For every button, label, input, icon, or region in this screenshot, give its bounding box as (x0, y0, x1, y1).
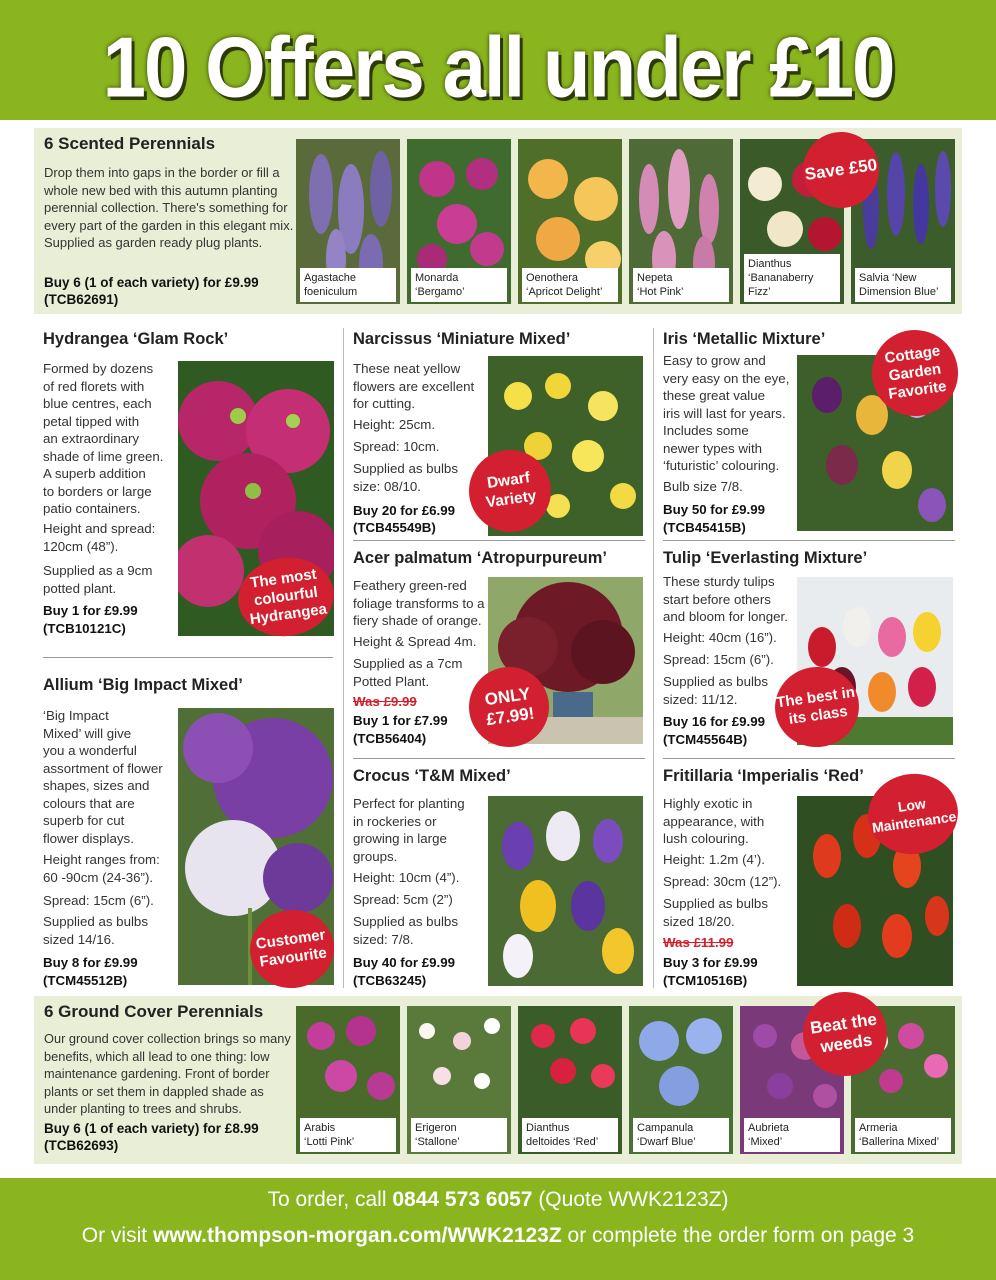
scented-price: Buy 6 (1 of each variety) for £9.99 (44, 275, 259, 290)
tile-label: Nepeta ‘Hot Pink’ (633, 268, 729, 302)
scented-perennials-band (34, 128, 962, 314)
divider (353, 758, 645, 759)
iris-description: Easy to grow and very easy on the eye, these great value iris will last for years. Includes some newer types with ‘futuristic’ colouring. (663, 353, 790, 473)
order-phone-line: To order, call 0844 573 6057 (Quote WWK2123Z) (267, 1188, 729, 1211)
crocus-spread: Spread: 5cm (2”) (353, 892, 453, 907)
ground-code: (TCB62693) (44, 1138, 119, 1153)
fritillaria-description: Highly exotic in appearance, with lush colouring. (663, 796, 765, 846)
fritillaria-code: (TCM10516B) (663, 973, 748, 988)
narcissus-description: These neat yellow flowers are excellent for cutting. (353, 361, 475, 411)
tile-label: Salvia ‘New Dimension Blue’ (855, 268, 951, 302)
crocus-photo (488, 796, 643, 986)
order-url-link[interactable]: www.thompson-morgan.com/WWK2123Z (152, 1224, 562, 1247)
tulip-description: These sturdy tulips start before others and bloom for longer. (663, 574, 788, 624)
acer-height: Height & Spread 4m. (353, 634, 477, 649)
crocus-supply: Supplied as bulbs sized: 7/8. (353, 914, 458, 947)
column-divider (653, 328, 654, 988)
tile-label: Erigeron ‘Stallone’ (411, 1118, 507, 1152)
allium-title: Allium ‘Big Impact Mixed’ (43, 676, 243, 694)
scented-description: Drop them into gaps in the border or fill a whole new bed with this autumn planting perennial collection. There's something for every part of the garden in this elegant mix. Supplied as garden ready plug plants. (44, 165, 294, 250)
tile-agastache (296, 139, 400, 304)
allium-spread: Spread: 15cm (6”). (43, 893, 154, 908)
order-footer (0, 1178, 996, 1280)
iris-code: (TCB45415B) (663, 520, 746, 535)
tile-label: Agastache foeniculum (300, 268, 396, 302)
crocus-height: Height: 10cm (4”). (353, 870, 460, 885)
narcissus-height: Height: 25cm. (353, 417, 436, 432)
acer-was-price: Was £9.99 (353, 694, 417, 709)
tile-label: Oenothera ‘Apricot Delight’ (522, 268, 618, 302)
acer-title: Acer palmatum ‘Atropurpureum’ (353, 549, 607, 567)
tulip-price: Buy 16 for £9.99 (663, 714, 765, 729)
hydrangea-height: Height and spread: 120cm (48”). (43, 521, 156, 554)
header-banner (0, 0, 996, 120)
column-divider (343, 328, 344, 988)
iris-bulb-size: Bulb size 7/8. (663, 479, 743, 494)
tile-label: Armeria ‘Ballerina Mixed’ (855, 1118, 951, 1152)
crocus-description: Perfect for planting in rockeries or growing in large groups. (353, 796, 465, 864)
fritillaria-spread: Spread: 30cm (12”). (663, 874, 782, 889)
fritillaria-price: Buy 3 for £9.99 (663, 955, 758, 970)
tile-nepeta (629, 139, 733, 304)
crocus-price: Buy 40 for £9.99 (353, 955, 455, 970)
acer-code: (TCB56404) (353, 731, 427, 746)
tile-label: Aubrieta ‘Mixed’ (744, 1118, 840, 1152)
ground-cover-band (34, 996, 962, 1164)
narcissus-spread: Spread: 10cm. (353, 439, 440, 454)
allium-height: Height ranges from: 60 -90cm (24-36”). (43, 852, 160, 885)
tile-label: Monarda ‘Bergamo’ (411, 268, 507, 302)
tulip-code: (TCM45564B) (663, 732, 748, 747)
iris-price: Buy 50 for £9.99 (663, 502, 765, 517)
hydrangea-badge: The most colourful Hydrangea (233, 552, 339, 643)
acer-price: Buy 1 for £7.99 (353, 713, 448, 728)
tulip-height: Height: 40cm (16”). (663, 630, 777, 645)
crocus-title: Crocus ‘T&M Mixed’ (353, 767, 511, 785)
iris-title: Iris ‘Metallic Mixture’ (663, 330, 826, 348)
ground-price: Buy 6 (1 of each variety) for £8.99 (44, 1121, 259, 1136)
acer-supply: Supplied as a 7cm Potted Plant. (353, 656, 463, 689)
tile-arabis (296, 1006, 400, 1154)
narcissus-title: Narcissus ‘Miniature Mixed’ (353, 330, 571, 348)
order-web-line: Or visit www.thompson-morgan.com/WWK2123Z or complete the order form on page 3 (81, 1224, 915, 1247)
fritillaria-badge: Low Maintenance (863, 768, 963, 860)
fritillaria-supply: Supplied as bulbs sized 18/20. (663, 896, 768, 929)
ground-badge: Beat the weeds (798, 987, 893, 1082)
narcissus-badge: Dwarf Variety (464, 445, 557, 538)
tulip-spread: Spread: 15cm (6”). (663, 652, 774, 667)
divider (663, 540, 955, 541)
acer-badge: ONLY £7.99! (464, 662, 554, 752)
tile-oenothera (518, 139, 622, 304)
ground-title: 6 Ground Cover Perennials (44, 1002, 264, 1021)
tile-label: Arabis ‘Lotti Pink’ (300, 1118, 396, 1152)
narcissus-code: (TCB45549B) (353, 520, 436, 535)
acer-description: Feathery green-red foliage transforms to a fiery shade of orange. (353, 578, 485, 628)
hydrangea-description: Formed by dozens of red florets with blue centres, each petal tipped with an extraordinary shade of lime green. A superb addition to borders or large patio containers. (43, 361, 164, 516)
ground-description: Our ground cover collection brings so many benefits, which all lead to one thing: low maintenance gardening. Front of border plants or set them in dappled shade as under planting to trees and shrubs. (44, 1031, 291, 1116)
hydrangea-title: Hydrangea ‘Glam Rock’ (43, 330, 229, 348)
allium-code: (TCM45512B) (43, 973, 128, 988)
iris-badge: Cottage Garden Favorite (866, 324, 963, 421)
tile-monarda (407, 139, 511, 304)
divider (43, 657, 333, 658)
tulip-supply: Supplied as bulbs sized: 11/12. (663, 674, 768, 707)
save-badge: Save £50 (798, 127, 884, 213)
phone-number[interactable]: 0844 573 6057 (392, 1188, 533, 1211)
allium-description: ‘Big Impact Mixed’ will give you a wonderful assortment of flower shapes, sizes and colours that are superb for cut flower displays. (43, 708, 163, 846)
hydrangea-code: (TCB10121C) (43, 621, 126, 636)
allium-price: Buy 8 for £9.99 (43, 955, 138, 970)
hydrangea-supply: Supplied as a 9cm potted plant. (43, 563, 153, 596)
tile-label: Dianthus deltoides ‘Red’ (522, 1118, 618, 1152)
fritillaria-height: Height: 1.2m (4’). (663, 852, 765, 867)
scented-code: (TCB62691) (44, 292, 119, 307)
divider (663, 758, 955, 759)
tile-campanula (629, 1006, 733, 1154)
allium-supply: Supplied as bulbs sized 14/16. (43, 914, 148, 947)
fritillaria-was-price: Was £11.99 (663, 935, 734, 950)
fritillaria-title: Fritillaria ‘Imperialis ‘Red’ (663, 767, 864, 785)
tulip-badge: The best in its class (770, 662, 864, 753)
narcissus-price: Buy 20 for £6.99 (353, 503, 455, 518)
tile-label: Dianthus ‘Bananaberry Fizz’ (744, 254, 840, 302)
tile-dianthus-deltoides (518, 1006, 622, 1154)
divider (353, 540, 645, 541)
tile-label: Campanula ‘Dwarf Blue’ (633, 1118, 729, 1152)
tile-erigeron (407, 1006, 511, 1154)
tulip-title: Tulip ‘Everlasting Mixture’ (663, 549, 868, 567)
page-title: 10 Offers all under £10 (102, 18, 894, 116)
allium-badge: Customer Favourite (245, 905, 339, 994)
narcissus-supply: Supplied as bulbs size: 08/10. (353, 461, 458, 494)
scented-title: 6 Scented Perennials (44, 134, 216, 153)
hydrangea-price: Buy 1 for £9.99 (43, 603, 138, 618)
crocus-code: (TCB63245) (353, 973, 427, 988)
